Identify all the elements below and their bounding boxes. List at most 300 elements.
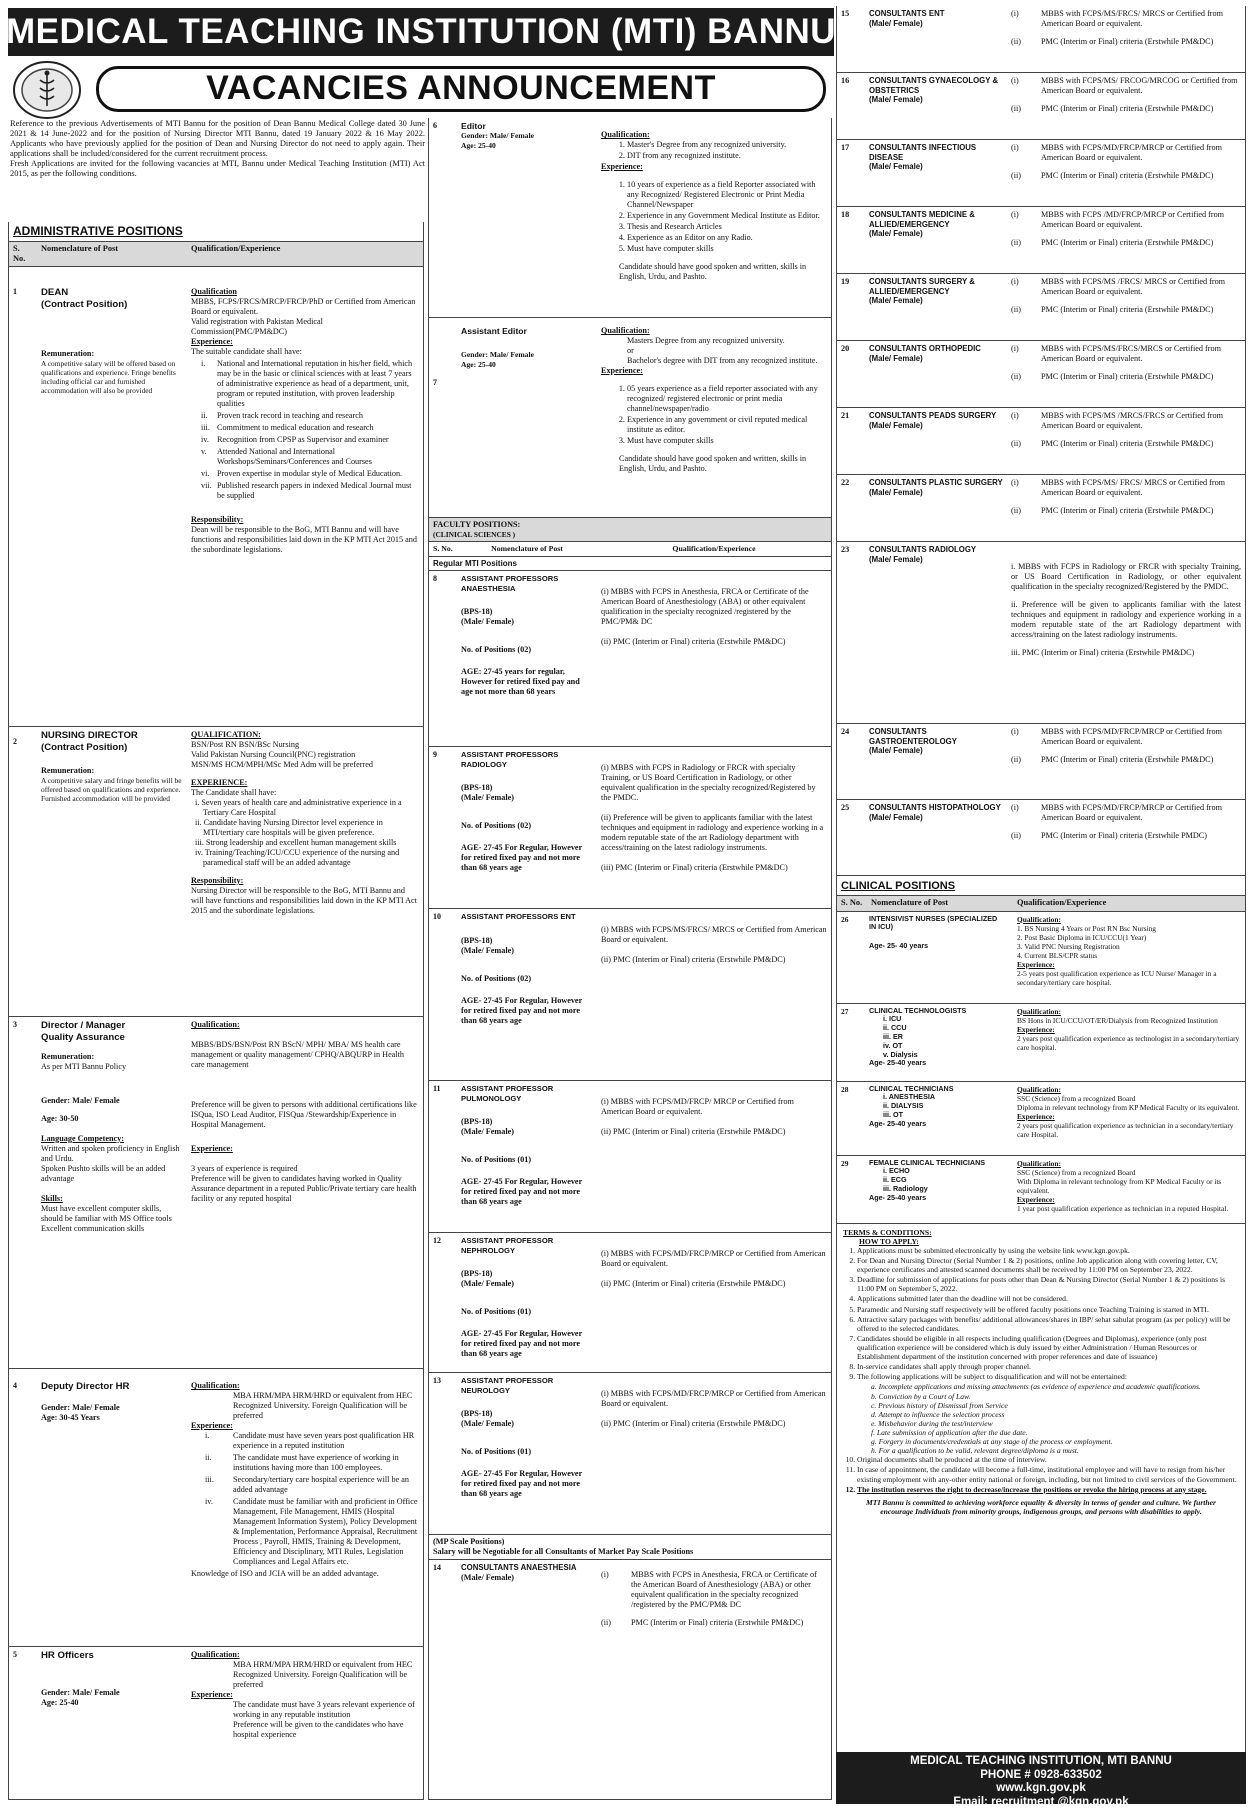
qual-mark: (ii) xyxy=(1011,305,1022,314)
post-cell xyxy=(867,1082,1007,1155)
item-text: The candidate must have experience of working in institutions having more than 100 employees. xyxy=(233,1453,399,1473)
faculty-subtitle: (CLINICAL SCIENCES ) xyxy=(433,530,516,539)
terms-item: 4. Applications submitted later than the deadline will not be considered. xyxy=(857,1294,1239,1303)
post-title: CONSULTANTS ENT xyxy=(869,9,945,18)
age-text: Age: 25-40 xyxy=(41,1697,79,1707)
experience-item xyxy=(191,469,419,479)
spacer xyxy=(461,1165,593,1177)
post-title: CONSULTANTS PEADS SURGERY xyxy=(869,411,997,420)
experience-item xyxy=(191,481,419,501)
qual-text: (ii) PMC (Interim or Final) criteria (Erstwhile PM&DC) xyxy=(601,637,786,647)
qualification-heading: Qualification: xyxy=(191,1650,240,1660)
qual-item xyxy=(1011,506,1241,516)
qual-text: (i) MBBS with FCPS in Anesthesia, FRCA or Certificate of the American Board of Anesthesiology (ABA) or other equivalent qualification in the specialty recognized /registered by the PMC/PM& DC xyxy=(601,587,809,627)
post-title: CONSULTANTS PLASTIC SURGERY xyxy=(869,478,1003,487)
spacer xyxy=(461,1429,593,1447)
item-numeral: i. xyxy=(205,1431,210,1441)
experience-text: 1 year post qualification experience as technician in a reputed Hospital. xyxy=(1017,1203,1229,1213)
qual-item xyxy=(1011,210,1241,230)
experience-item: i. Seven years of health care and administrative experience in a Tertiary Care Hospital xyxy=(195,798,402,818)
qualification-text: BSN/Post RN BSN/BSc Nursing Valid Pakistan Nursing Council(PNC) registration MSN/MS HCM/MPH/MSc Med Adm will be preferred xyxy=(191,740,373,770)
experience-item: 2. Experience in any government or civil reputed medical institute as editor. xyxy=(627,415,827,435)
age-text: AGE- 27-45 For Regular, However for retired fixed pay and not more than 68 years age xyxy=(461,995,583,1025)
admin-section-title: ADMINISTRATIVE POSITIONS xyxy=(13,224,183,238)
qualification-text: BS Hons in ICU/CCU/OT/ER/Dialysis from Recognized Institution xyxy=(1017,1015,1218,1025)
qual-text: PMC (Interim or Final) criteria (Erstwhile PM&DC) xyxy=(1041,755,1214,764)
item-numeral: iii. xyxy=(205,1475,214,1485)
spacer xyxy=(461,1255,593,1269)
col-post: Nomenclature of Post xyxy=(871,898,949,908)
row-sno: 29 xyxy=(841,1158,849,1168)
row-sno: 24 xyxy=(841,727,850,736)
qual-mark: (i) xyxy=(1011,478,1019,487)
qual-text: (i) MBBS with FCPS/MD/FRCP/MRCP or Certified from American Board or equivalent. xyxy=(601,1249,826,1269)
post-list: i. ANESTHESIA ii. DIALYSIS iii. OT xyxy=(883,1092,936,1119)
table-row-faculty xyxy=(429,571,831,747)
experience-text: 2 years post qualification experience as technician in a secondary/tertiary care Hospital. xyxy=(1017,1120,1234,1139)
gender-text: (Male/ Female) xyxy=(869,746,923,755)
qual-text: PMC (Interim or Final) criteria (Erstwhile PM&DC) xyxy=(1041,506,1214,515)
post-cell xyxy=(867,274,1007,340)
mti-logo-icon xyxy=(12,60,82,120)
experience-item xyxy=(191,1497,419,1567)
qual-cell xyxy=(1007,800,1245,875)
admin-column xyxy=(8,222,424,1800)
experience-item: iii. Strong leadership and excellent human management skills xyxy=(195,838,397,848)
row-sno: 5 xyxy=(13,1650,17,1660)
qual-cell xyxy=(1007,1082,1245,1155)
age-text: Age- 25-40 years xyxy=(869,1192,927,1202)
qual-text: MBBS with FCPS/MS/ FRCOG/MRCOG or Certified from American Board or equivalent. xyxy=(1041,76,1238,95)
experience-item xyxy=(191,423,419,433)
qual-cell xyxy=(1007,475,1245,541)
experience-item xyxy=(191,359,419,409)
qualification-heading: Qualification: xyxy=(601,326,650,335)
qual-item xyxy=(1011,277,1241,297)
experience-list xyxy=(601,180,827,254)
experience-item: iv. Training/Teaching/ICU/CCU experience of the nursing and paramedical staff will be an added advantage xyxy=(195,848,400,868)
post-cell xyxy=(867,1156,1007,1223)
terms-title: TERMS & CONDITIONS: xyxy=(843,1227,932,1237)
item-text: Secondary/tertiary care hospital experience will be an added advantage xyxy=(233,1475,409,1495)
row-sno: 6 xyxy=(433,121,437,130)
terms-item: 3. Deadline for submission of applications for posts other than Dean & Nursing Director (Serial Number 1 & 2) positions is 11:00 PM on September 5, 2022. xyxy=(857,1275,1239,1293)
spacer xyxy=(461,593,593,607)
disqualification-item: a. Incomplete applications and missing attachments (as evidence of experience and academic qualifications. xyxy=(871,1382,1201,1392)
experience-text: The candidate must have 3 years relevant experience of working in any reputable institution Preference will be given to the candidates who have hospital experience xyxy=(233,1700,415,1740)
qual-cell xyxy=(597,747,831,908)
regular-positions-label: Regular MTI Positions xyxy=(429,557,831,572)
experience-list xyxy=(601,384,827,446)
gender-text: (Male/ Female) xyxy=(869,95,923,104)
experience-item xyxy=(191,447,419,467)
table-row-hr-officers xyxy=(9,1647,423,1787)
table-row-consultant xyxy=(837,207,1245,274)
qual-mark: (i) xyxy=(1011,210,1019,219)
row-sno: 20 xyxy=(841,344,850,353)
faculty-header xyxy=(429,518,831,542)
row-sno: 1 xyxy=(13,287,17,297)
positions-text: No. of Positions (02) xyxy=(461,644,532,654)
spacer xyxy=(461,1137,593,1155)
qual-text: PMC (Interim or Final) criteria (Erstwhile PM&DC) xyxy=(1041,439,1214,448)
gender-text: (Male/ Female) xyxy=(461,945,514,955)
qual-text: PMC (Interim or Final) criteria (Erstwhile PM&DC) xyxy=(1041,372,1214,381)
item-text: Attended National and International Workshops/Seminars/Conferences and Courses xyxy=(217,447,372,467)
gender-text: (Male/ Female) xyxy=(461,1126,514,1136)
terms-list xyxy=(843,1246,1239,1494)
qual-mark: (i) xyxy=(1011,727,1019,736)
terms-item: 9. The following applications will be subject to disqualification and will not be entertained: xyxy=(857,1372,1239,1381)
disqualification-item: d. Attempt to influence the selection process xyxy=(871,1409,1005,1419)
qual-text: PMC (Interim or Final) criteria (Erstwhile PM&DC) xyxy=(1041,37,1214,46)
post-subtitle: Quality Assurance xyxy=(41,1031,125,1043)
positions-text: No. of Positions (02) xyxy=(461,973,532,983)
post-cell xyxy=(867,6,1007,72)
qual-item xyxy=(1011,439,1241,449)
terms-item: 8. In-service candidates shall apply through proper channel. xyxy=(857,1362,1239,1371)
qual-text: MBBS with FCPS/MD/FRCP/MRCP or Certified from American Board or equivalent. xyxy=(1041,803,1223,822)
row-sno: 23 xyxy=(841,545,850,554)
row-sno: 4 xyxy=(13,1381,17,1391)
faculty-table-header xyxy=(429,542,831,557)
positions-text: No. of Positions (02) xyxy=(461,820,532,830)
qual-text: i. MBBS with FCPS in Radiology or FRCR with specialty Training, or US Board Certification in Radiology, or other equivalent qualification in the specialty recognized/Registered by the PMDC. xyxy=(1011,562,1241,591)
post-title: Deputy Director HR xyxy=(41,1381,130,1393)
terms-item: 2. For Dean and Nursing Director (Serial Number 1 & 2) positions, online Job application along with covering letter, CV, experience certificates and attested scanned documents shall be received by 11:00 PM on September 23, 2022. xyxy=(857,1256,1239,1274)
table-row-consultant xyxy=(837,140,1245,207)
qual-cell xyxy=(1007,6,1245,72)
item-text: Published research papers in indexed Medical Journal must be supplied xyxy=(217,481,412,501)
post-cell xyxy=(867,475,1007,541)
row-sno: 16 xyxy=(841,76,850,85)
post-cell xyxy=(867,800,1007,875)
footer-contact xyxy=(836,1752,1246,1808)
qual-text: iii. PMC (Interim or Final) criteria (Erstwhile PM&DC) xyxy=(1011,648,1195,657)
qualification-heading: Qualification: xyxy=(1017,1084,1061,1094)
item-numeral: iv. xyxy=(205,1497,213,1507)
mp-scale-header xyxy=(429,1535,831,1560)
row-sno: 26 xyxy=(841,914,849,924)
gender-text: Gender: Male/ Female xyxy=(41,1687,120,1697)
qualification-heading: Qualification: xyxy=(191,1020,240,1030)
experience-item: 2. Experience in any Government Medical Institute as Editor. xyxy=(627,211,827,221)
qual-cell xyxy=(597,1081,831,1232)
spacer xyxy=(461,627,593,645)
footer-email[interactable]: Email: recruitment @kgn.gov.pk xyxy=(953,1795,1129,1808)
row-sno: 7 xyxy=(433,378,437,387)
gender-text: (Male/ Female) xyxy=(461,792,514,802)
qualification-heading: Qualification: xyxy=(1017,1158,1061,1168)
experience-item: 3. Thesis and Research Articles xyxy=(627,222,827,232)
row-sno: 8 xyxy=(433,574,437,584)
post-list: i. ICU ii. CCU iii. ER iv. OT v. Dialysis xyxy=(883,1014,918,1059)
gender-text: Gender: Male/ Female xyxy=(461,131,534,141)
post-title: CONSULTANTS GASTROENTEROLOGY xyxy=(869,727,957,746)
gender-text: (Male/ Female) xyxy=(869,487,923,497)
table-row-faculty xyxy=(429,1233,831,1373)
qual-item xyxy=(1011,143,1241,163)
experience-item xyxy=(191,1431,419,1451)
language-note: Candidate should have good spoken and written, skills in English, Urdu, and Pashto. xyxy=(619,454,807,473)
row-sno: 10 xyxy=(433,912,441,922)
qual-mark: (i) xyxy=(601,1570,609,1580)
footer-name: MEDICAL TEACHING INSTITUTION, MTI BANNU xyxy=(910,1755,1172,1767)
terms-and-conditions xyxy=(837,1224,1245,1523)
qual-cell xyxy=(1007,73,1245,139)
table-row-consultant xyxy=(837,800,1245,876)
qual-text: PMC (Interim or Final) criteria (Erstwhile PM&DC) xyxy=(631,1618,804,1628)
qualification-heading: Qualification: xyxy=(601,130,650,139)
consultant-rows xyxy=(837,6,1245,542)
qual-item xyxy=(1011,803,1241,823)
experience-heading: Experience: xyxy=(191,337,233,347)
table-row-consultant xyxy=(837,341,1245,408)
remuneration-text: A competitive salary will be offered based on qualifications and experience. Fringe benefits including official car and furnished accommodation will also be provided xyxy=(41,358,176,395)
gender-text: Gender: Male/ Female xyxy=(41,1402,120,1412)
bps-text: (BPS-18) xyxy=(461,606,493,616)
experience-text: 2-5 years post qualification experience as ICU Nurse/ Manager in a secondary/tertiary care hospital. xyxy=(1017,968,1217,987)
qual-mark: (i) xyxy=(1011,344,1019,353)
qual-text: MBBS with FCPS/MS /MRCS/FRCS or Certified from American Board or equivalent. xyxy=(1041,411,1223,430)
experience-heading: Experience: xyxy=(191,1690,233,1700)
post-title: INTENSIVIST NURSES (SPECIALIZED IN ICU) xyxy=(869,913,998,932)
experience-heading: Experience: xyxy=(191,1421,233,1431)
post-cell xyxy=(867,73,1007,139)
spacer xyxy=(461,984,593,996)
post-cell xyxy=(457,747,597,908)
closing-statement: MTI Bannu is committed to achieving workforce equality & diversity in terms of gender and culture. We further encourage Individuals from minority groups, indigenous groups, and persons with disabilities to apply. xyxy=(866,1497,1216,1516)
qual-cell xyxy=(597,1233,831,1372)
responsibility-heading: Responsibility: xyxy=(191,515,244,525)
clinical-table-header xyxy=(837,895,1245,911)
row-sno: 13 xyxy=(433,1376,441,1386)
qual-text: (ii) PMC (Interim or Final) criteria (Erstwhile PM&DC) xyxy=(601,955,786,965)
qualification-heading: QUALIFICATION: xyxy=(191,730,261,740)
qualification-text: MBBS/BDS/BSN/Post RN BScN/ MPH/ MBA/ MS health care management or quality management/ CPHQ/ABQURP in Health care management xyxy=(191,1040,404,1070)
age-text: Age: 30-50 xyxy=(41,1113,79,1123)
row-sno: 18 xyxy=(841,210,850,219)
qual-text: (iii) PMC (Interim or Final) criteria (Erstwhile PM&DC) xyxy=(601,863,788,873)
terms-item: 1. Applications must be submitted electronically by using the website link www.kgn.gov.pk. xyxy=(857,1246,1239,1255)
qual-mark: (i) xyxy=(1011,803,1019,812)
experience-intro: The suitable candidate shall have: xyxy=(191,347,302,357)
remuneration-text: As per MTI Bannu Policy xyxy=(41,1061,127,1071)
qual-item xyxy=(1011,9,1241,29)
how-to-apply-heading: HOW TO APPLY: xyxy=(859,1236,919,1246)
age-text: Age: 25-40 xyxy=(461,140,496,150)
qualification-heading: Qualification: xyxy=(1017,914,1061,924)
post-cell xyxy=(867,912,1007,1003)
qualification-heading: Qualification xyxy=(191,287,237,297)
post-title: CONSULTANTS ORTHOPEDIC xyxy=(869,344,981,353)
item-text: Recognition from CPSP as Supervisor and examiner xyxy=(217,435,389,445)
bps-text: (BPS-18) xyxy=(461,782,493,792)
qual-mark: (ii) xyxy=(1011,372,1022,381)
qual-text: (i) MBBS with FCPS in Radiology or FRCR with specialty Training, or US Board Certification in Radiology, or other equivalent qualification in the specialty recognized/Registered by the PMDC. xyxy=(601,763,816,803)
terms-item: 5. Paramedic and Nursing staff respectively will be offered faculty positions once Teaching Training is started in MTI. xyxy=(857,1305,1239,1314)
post-title: ASSISTANT PROFESSORS ENT xyxy=(461,912,576,922)
gender-text: (Male/ Female) xyxy=(869,162,923,171)
experience-item xyxy=(191,1453,419,1473)
table-row-consultant xyxy=(837,475,1245,542)
qualification-text: 1. BS Nursing 4 Years or Post RN Bsc Nursing 2. Post Basic Diploma in ICU/CCU(1 Year) 3. Valid PNC Nursing Registration 4. Current BLS/CPR status xyxy=(1017,923,1156,960)
gender-text: (Male/ Female) xyxy=(869,296,923,305)
bps-text: (BPS-18) xyxy=(461,935,493,945)
item-numeral: i. xyxy=(201,359,206,369)
qual-text: PMC (Interim or Final) criteria (Erstwhile PM&DC) xyxy=(1041,305,1214,314)
qualification-text: SSC (Science) from a recognized Board Diploma in relevant technology from KP Medical Faculty or its equivalent. xyxy=(1017,1093,1240,1112)
col-qual: Qualification/Experience xyxy=(672,544,756,554)
table-row-editor xyxy=(429,118,831,318)
experience-heading: EXPERIENCE: xyxy=(191,778,248,788)
gender-text: (Male/ Female) xyxy=(461,616,514,626)
row-sno: 21 xyxy=(841,411,850,420)
spacer xyxy=(461,956,593,974)
item-numeral: vii. xyxy=(201,481,212,491)
qual-item xyxy=(1011,37,1241,47)
row-sno: 14 xyxy=(433,1563,441,1573)
item-numeral: v. xyxy=(201,447,207,457)
qual-cell xyxy=(1007,1004,1245,1081)
row-sno: 3 xyxy=(13,1020,17,1030)
item-text: Proven track record in teaching and research xyxy=(217,411,363,421)
col-sno: S. No. xyxy=(433,544,453,554)
qual-mark: (i) xyxy=(1011,277,1019,286)
experience-item: ii. Candidate having Nursing Director level experience in MTI/tertiary care hospitals will be given preference. xyxy=(195,818,383,838)
qual-mark: (i) xyxy=(1011,411,1019,420)
terms-item: 10. Original documents shall be produced at the time of interview. xyxy=(857,1455,1239,1464)
gender-text: Gender: Male/ Female xyxy=(41,1095,120,1105)
qual-text: MBBS with FCPS /MD/FRCP/MRCP or Certified from American Board or equivalent. xyxy=(1041,210,1225,229)
mp-scale-title: (MP Scale Positions) xyxy=(433,1537,505,1547)
table-row-faculty xyxy=(429,747,831,909)
gender-text: (Male/ Female) xyxy=(869,18,923,28)
responsibility-heading: Responsibility: xyxy=(191,876,244,886)
col-post: Nomenclature of Post xyxy=(491,544,563,554)
qual-text: PMC (Interim or Final) criteria (Erstwhile PM&DC) xyxy=(1041,238,1214,247)
post-title: ASSISTANT PROFESSORS RADIOLOGY xyxy=(461,750,559,769)
row-sno: 27 xyxy=(841,1006,849,1016)
col-post: Nomenclature of Post xyxy=(41,243,119,253)
table-row-nursing-director xyxy=(9,727,423,1017)
qual-mark: (ii) xyxy=(1011,104,1022,113)
post-title: ASSISTANT PROFESSOR PULMONOLOGY xyxy=(461,1084,554,1103)
item-text: Candidate must be familiar with and proficient in Office Management, File Management, HMIS (Hospital Management Information System), Policy Development & Implementation, Performance Appraisal, Recruitment Process , Payroll, HMIS, Training & Development, Efficiency and Disciplinary, MTI Rules, Legislation Compliances and Legal Affairs etc. xyxy=(233,1497,418,1567)
table-row-faculty xyxy=(429,909,831,1081)
admin-table-header xyxy=(9,241,423,268)
post-title: CONSULTANTS ANAESTHESIA xyxy=(461,1563,577,1573)
experience-heading: Experience: xyxy=(601,162,643,171)
age-text: Age: 25-40 xyxy=(461,359,496,369)
clinical-rows xyxy=(837,912,1245,1224)
qual-mark: (ii) xyxy=(1011,238,1022,247)
language-text: Written and spoken proficiency in English and Urdu. Spoken Pushto skills will be an added advantage xyxy=(41,1143,180,1183)
row-sno: 25 xyxy=(841,803,850,812)
experience-heading: Experience: xyxy=(601,366,643,375)
experience-heading: Experience: xyxy=(191,1144,233,1154)
post-cell xyxy=(457,909,597,1080)
preference-text: Preference will be given to persons with additional certifications like ISQua, ISO Lead Auditor, FISQua /Stewardship/Experience in Hospital Management. xyxy=(191,1100,417,1130)
qual-mark: (ii) xyxy=(1011,439,1022,448)
row-sno: 9 xyxy=(433,750,437,760)
qual-text: (ii) PMC (Interim or Final) criteria (Erstwhile PM&DC) xyxy=(601,1127,786,1137)
row-sno: 11 xyxy=(433,1084,441,1094)
qualification-text: Masters Degree from any recognized university. or Bachelor's degree with DIT from any recognized institute. xyxy=(627,336,818,365)
item-text: National and International reputation in his/her field, which may be in the basic or clinical sciences with at least 7 years of administrative experience as head of a department, unit, program or reputed institution, with proven leadership qualities xyxy=(217,359,413,409)
post-list: i. ECHO ii. ECG iii. Radiology xyxy=(883,1166,928,1193)
qual-cell xyxy=(597,1373,831,1534)
post-title: CONSULTANTS GYNAECOLOGY & OBSTETRICS xyxy=(869,76,999,95)
footer-phone: PHONE # 0928-633502 xyxy=(980,1768,1102,1781)
age-text: AGE: 27-45 years for regular, However for retired fixed pay and age not more than 68 years xyxy=(461,666,580,696)
experience-heading: Experience: xyxy=(1017,1111,1055,1121)
qual-item xyxy=(1011,831,1241,841)
qualification-text: MBA HRM/MPA HRM/HRD or equivalent from HEC Recognized University. Foreign Qualification will be preferred xyxy=(233,1391,413,1421)
remuneration-text: A competitive salary and fringe benefits will be offered based on qualifications and experience. Furnished accommodation will be provided xyxy=(41,775,182,803)
positions-text: No. of Positions (01) xyxy=(461,1446,532,1456)
col-sno: S. No. xyxy=(13,243,26,263)
qual-item xyxy=(1011,727,1241,747)
language-heading: Language Competency: xyxy=(41,1133,125,1143)
qual-item xyxy=(601,1570,827,1610)
post-cell xyxy=(867,1004,1007,1081)
disqualification-item: b. Conviction by a Court of Law. xyxy=(871,1391,971,1401)
post-cell xyxy=(457,1233,597,1372)
qual-item xyxy=(1011,171,1241,181)
knowledge-text: Knowledge of ISO and JCIA will be an added advantage. xyxy=(191,1569,379,1579)
experience-item: 1. 05 years experience as a field reporter associated with any recognized/ registered electronic or print media channel/newspaper/radio xyxy=(627,384,827,414)
experience-item: 1. 10 years of experience as a field Reporter associated with any Recognized/ Registered Electronic or Print Media Channel/Newspaper xyxy=(627,180,827,210)
age-text: Age- 25-40 years xyxy=(869,1118,927,1128)
qual-text: PMC (Interim or Final) criteria (Erstwhile PM&DC) xyxy=(1041,171,1214,180)
spacer xyxy=(461,831,593,843)
item-numeral: iii. xyxy=(201,423,210,433)
post-title: CONSULTANTS RADIOLOGY xyxy=(869,545,977,554)
disqualification-item: e. Misbehavior during the test/interview xyxy=(871,1418,993,1428)
post-title: Assistant Editor xyxy=(461,326,527,336)
gender-text: (Male/ Female) xyxy=(869,353,923,363)
intro-paragraph-2: Fresh Applications are invited for the following vacancies at MTI, Bannu under Medical Teaching Institution (MTI) Act 2015, as per the following conditions. xyxy=(10,159,425,179)
experience-heading: Experience: xyxy=(1017,1024,1055,1034)
post-title: CONSULTANTS INFECTIOUS DISEASE xyxy=(869,143,977,162)
footer-website[interactable]: www.kgn.gov.pk xyxy=(996,1782,1086,1795)
table-row-consultant xyxy=(837,408,1245,475)
qual-mark: (i) xyxy=(1011,76,1019,85)
post-title: DEAN xyxy=(41,287,69,299)
qualification-item: 2. DIT from any recognized institute. xyxy=(627,151,827,161)
table-row-clinical xyxy=(837,1156,1245,1224)
post-title: Director / Manager xyxy=(41,1020,126,1032)
terms-item: 6. Attractive salary packages with benefits/ additional allowances/shares in IBP/ sehat sahulat program (as per policy) will be offered to the selected candidates. xyxy=(857,1315,1239,1333)
qual-cell xyxy=(1007,274,1245,340)
qual-text: MBBS with FCPS in Anesthesia, FRCA or Certificate of the American Board of Anesthesiology (ABA) or other equivalent qualification in the specialty recognized /registered by the PMC/PM& DC xyxy=(631,1570,817,1610)
age-text: Age: 30-45 Years xyxy=(41,1412,100,1422)
item-text: Commitment to medical education and research xyxy=(217,423,374,433)
post-cell xyxy=(457,1081,597,1232)
table-row-clinical xyxy=(837,912,1245,1004)
experience-list xyxy=(191,1431,419,1567)
qual-text: (i) MBBS with FCPS/MD/FRCP/MRCP or Certified from American Board or equivalent. xyxy=(601,1389,826,1409)
qual-cell xyxy=(1007,408,1245,474)
post-title: CONSULTANTS MEDICINE & ALLIED/EMERGENCY xyxy=(869,210,975,229)
qual-text: MBBS with FCPS/MD/FRCP/MRCP or Certified from American Board or equivalent. xyxy=(1041,727,1223,746)
qual-item xyxy=(601,1618,827,1628)
qual-mark: (ii) xyxy=(1011,37,1022,46)
experience-list xyxy=(191,798,419,868)
qual-cell xyxy=(1007,207,1245,273)
post-subtitle: (Contract Position) xyxy=(41,741,128,753)
